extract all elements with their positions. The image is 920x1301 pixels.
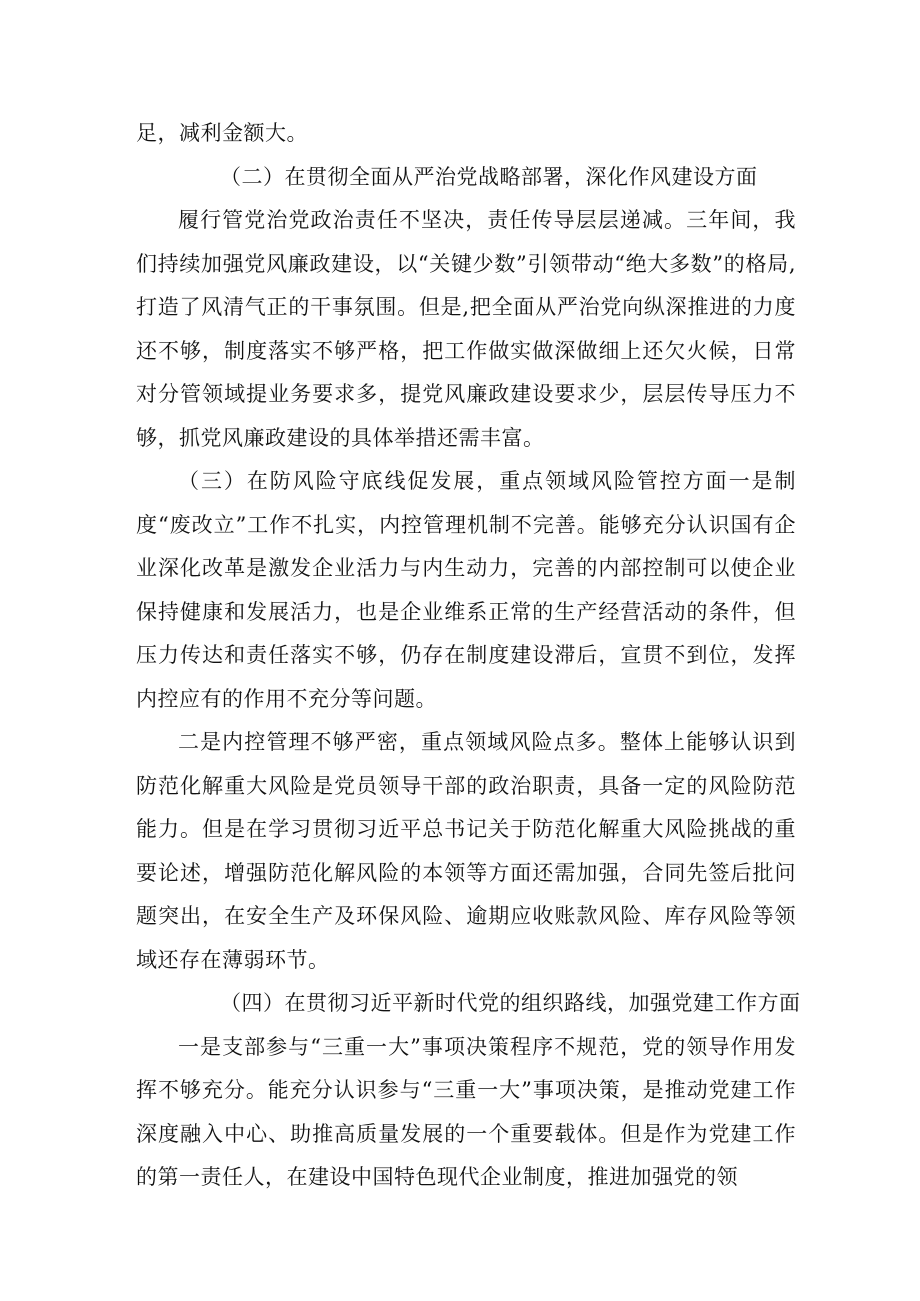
paragraph-internal-control: 二是内控管理不够严密，重点领域风险点多。整体上能够认识到防范化解重大风险是党员领导干部的政治职责，具备一定的风险防范能力。但是在学习贯彻习近平总书记关于防范化解重大风险挑战的重要论述，增强防范化解风险的本领等方面还需加强，合同先签后批问题突出，在安全生产及环保风险、逾期应收账款风险、库存风险等领域还存在薄弱环节。: [136, 730, 796, 972]
paragraph-continuation: 足，减利金额大。: [136, 121, 308, 145]
paragraph-decision-procedure: 一是支部参与“三重一大”事项决策程序不规范，党的领导作用发挥不够充分。能充分认识参与“三重一大”事项决策，是推动党建工作深度融入中心、助推高质量发展的一个重要载体。但是作为党建工作的第一责任人，在建设中国特色现代企业制度，推进加强党的领: [136, 1034, 796, 1189]
document-body: [136, 112, 801, 1200]
section-heading-4: （四）在贯彻习近平新时代党的组织路线，加强党建工作方面: [220, 991, 801, 1015]
section-heading-2: （二）在贯彻全面从严治党战略部署，深化作风建设方面: [220, 164, 758, 189]
section-heading-3-paragraph: （三）在防风险守底线促发展，重点领域风险管控方面一是制度“废改立”工作不扎实，内控管理机制不完善。能够充分认识国有企业深化改革是激发企业活力与内生动力，完善的内部控制可以使企业保持健康和发展活力，也是企业维系正常的生产经营活动的条件，但压力传达和责任落实不够，仍存在制度建设滞后，宣贯不到位，发挥内控应有的作用不充分等问题。: [136, 469, 796, 711]
paragraph-party-responsibility: 履行管党治党政治责任不坚决，责任传导层层递减。三年间，我们持续加强党风廉政建设，以“关键少数”引领带动“绝大多数”的格局,打造了风清气正的干事氛围。但是,把全面从严治党向纵深推进的力度还不够，制度落实不够严格，把工作做实做深做细上还欠火候，日常对分管领域提业务要求多，提党风廉政建设要求少，层层传导压力不够，抓党风廉政建设的具体举措还需丰富。: [136, 208, 796, 450]
